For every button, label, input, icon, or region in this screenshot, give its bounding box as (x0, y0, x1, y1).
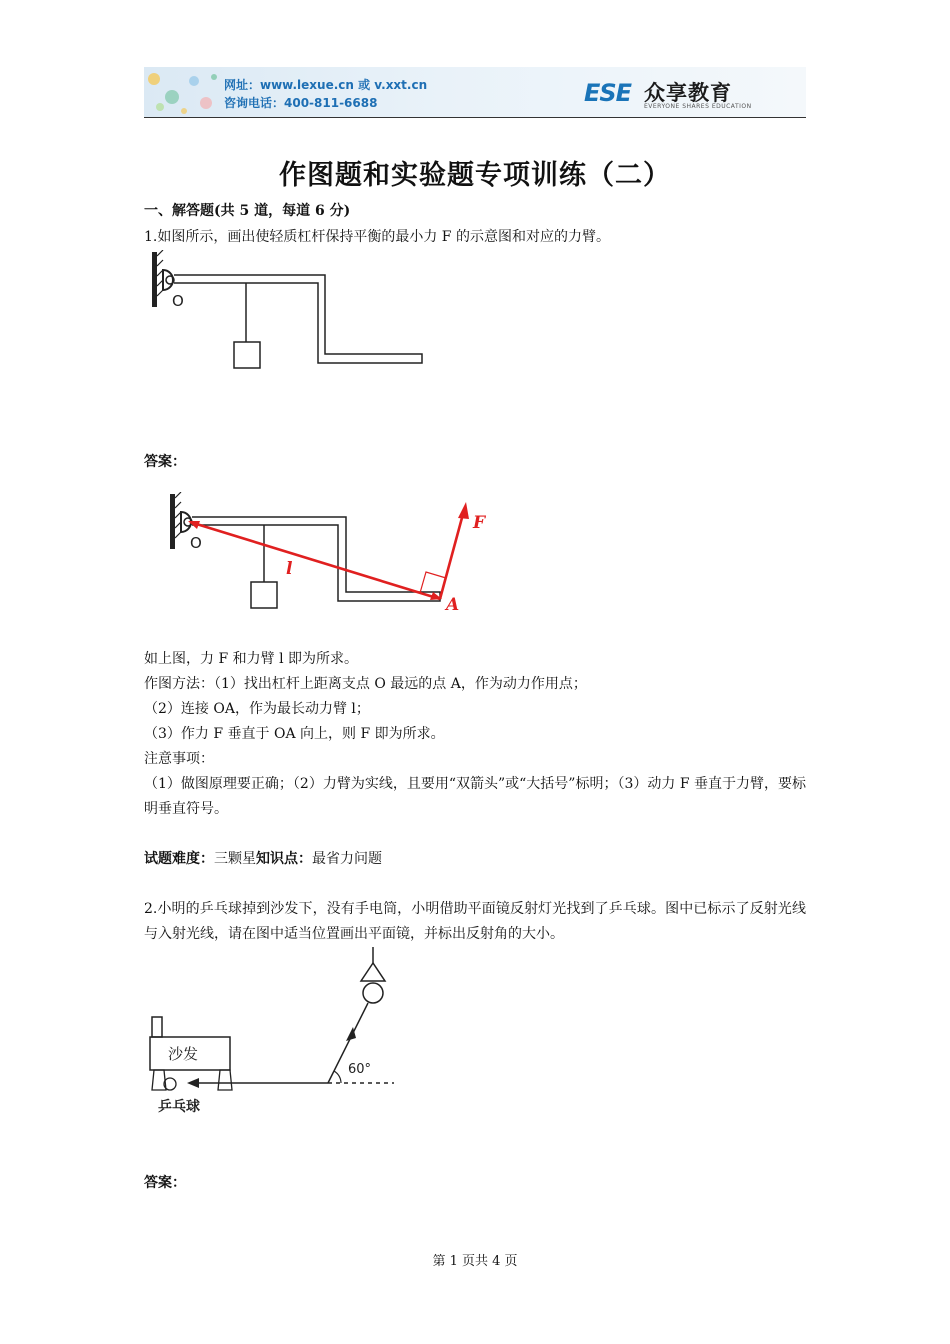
knowledge-label: 知识点： (256, 851, 312, 867)
q1-answer-label: 答案： (144, 454, 186, 470)
difficulty-value: 三颗星 (214, 851, 256, 867)
q1-explanation-line: 如上图，力 F 和力臂 l 即为所求。 (144, 651, 358, 667)
q1-lever-figure (150, 250, 440, 380)
q1-ans-label-l: l (286, 559, 293, 579)
q1-answer-figure (168, 492, 498, 622)
q2-fig-sofa-label: 沙发 (168, 1045, 199, 1063)
flower-decoration-icon (144, 67, 224, 117)
q1-explanation-line: （1）做图原理要正确；（2）力臂为实线，且要用“双箭头”或“大括号”标明；（3）动力 F 垂直于力臂，要标明垂直符号。 (144, 776, 806, 817)
header-banner (144, 67, 806, 117)
q1-ans-label-a: A (446, 595, 460, 615)
q1-explanation-line: 注意事项： (144, 751, 214, 767)
q2-fig-angle: 60° (348, 1062, 372, 1077)
q1-ans-label-o: O (190, 534, 202, 552)
q2-fig-ball-label: 乒乓球 (158, 1099, 200, 1115)
q1-ans-label-f: F (473, 513, 486, 533)
header-divider (144, 117, 806, 118)
q2-text: 2.小明的乒乓球掉到沙发下，没有手电筒，小明借助平面镜反射灯光找到了乒乓球。图中已标示了反射光线与入射光线，请在图中适当位置画出平面镜，并标出反射角的大小。 (144, 901, 806, 942)
q1-explanation-line: （2）连接 OA，作为最长动力臂 l； (144, 701, 370, 717)
section-heading: 一、解答题(共 5 道，每道 6 分) (144, 203, 351, 219)
q2-mirror-figure (144, 945, 404, 1120)
page-title: 作图题和实验题专项训练（二） (279, 160, 671, 191)
logo-english-tagline: EVERYONE SHARES EDUCATION (644, 103, 752, 110)
header-phone: 咨询电话：400-811-6688 (224, 96, 378, 110)
q1-text: 1.如图所示，画出使轻质杠杆保持平衡的最小力 F 的示意图和对应的力臂。 (144, 229, 610, 245)
knowledge-value: 最省力问题 (312, 851, 382, 867)
page-footer: 第 1 页共 4 页 (432, 1254, 518, 1269)
header-website: 网址：www.lexue.cn 或 v.xxt.cn (224, 78, 428, 92)
q1-explanation-line: 作图方法：（1）找出杠杆上距离支点 O 最远的点 A，作为动力作用点； (144, 676, 587, 692)
ese-logo (584, 77, 794, 111)
q1-meta (144, 847, 806, 872)
q1-fig-label-o: O (172, 292, 184, 310)
logo-mark: ESE (584, 79, 632, 107)
logo-chinese-name: 众享教育 (644, 81, 732, 105)
q1-explanation-line: （3）作力 F 垂直于 OA 向上，则 F 即为所求。 (144, 726, 445, 742)
difficulty-label: 试题难度： (144, 851, 214, 867)
q2-answer-label: 答案： (144, 1175, 186, 1191)
